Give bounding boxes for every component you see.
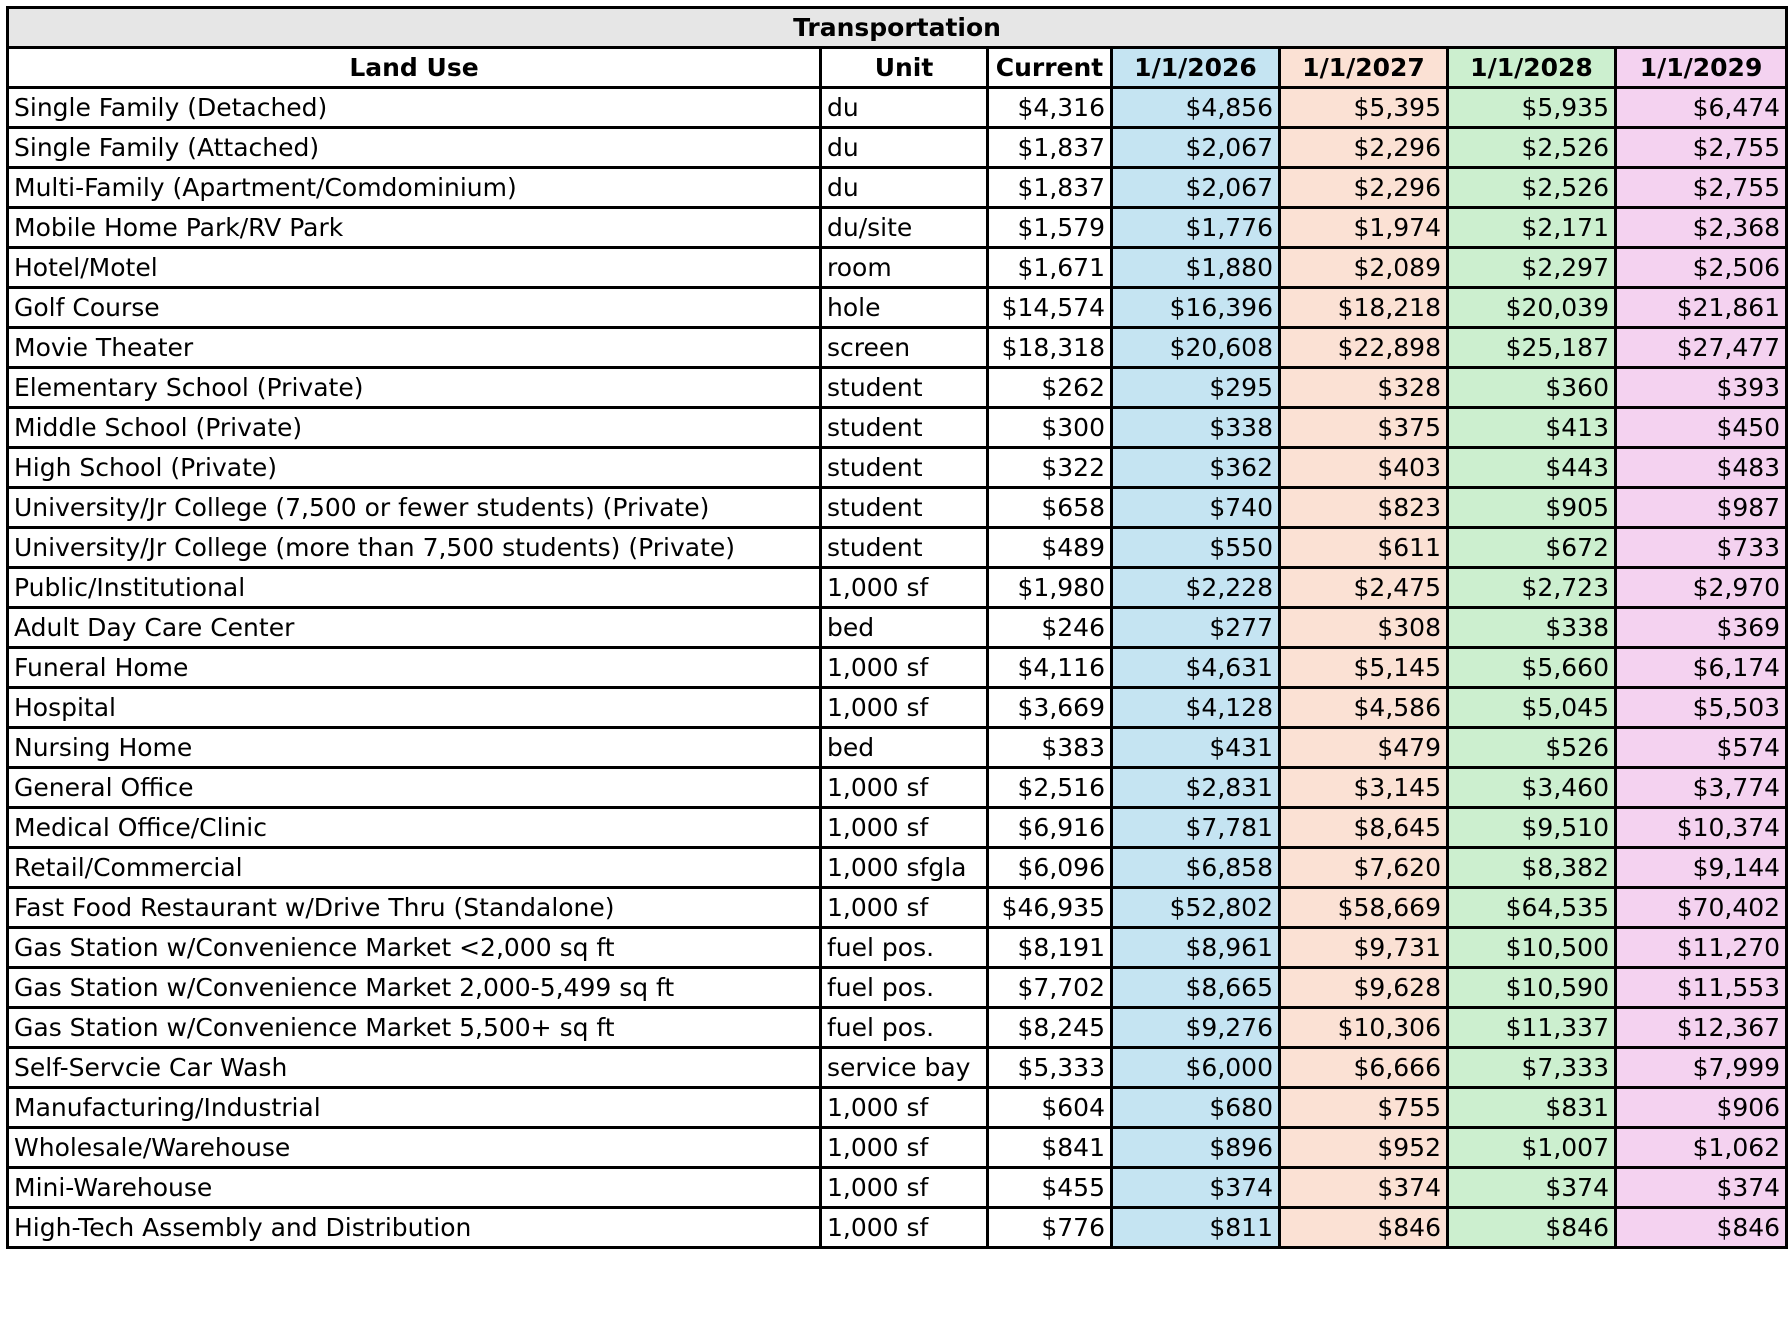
fee-2029-cell: $2,755 <box>1616 168 1787 208</box>
current-cell: $7,702 <box>988 968 1112 1008</box>
current-cell: $6,916 <box>988 808 1112 848</box>
fee-2026-cell: $9,276 <box>1112 1008 1280 1048</box>
fee-2028-cell: $9,510 <box>1448 808 1616 848</box>
fee-2029-cell: $21,861 <box>1616 288 1787 328</box>
fee-2028-cell: $374 <box>1448 1168 1616 1208</box>
fee-2028-cell: $10,500 <box>1448 928 1616 968</box>
land-use-cell: Hotel/Motel <box>8 248 821 288</box>
header-current: Current <box>988 48 1112 88</box>
fee-2029-cell: $11,270 <box>1616 928 1787 968</box>
land-use-cell: Single Family (Detached) <box>8 88 821 128</box>
fee-2029-cell: $7,999 <box>1616 1048 1787 1088</box>
fee-2027-cell: $2,089 <box>1280 248 1448 288</box>
unit-cell: 1,000 sf <box>821 888 988 928</box>
fee-2029-cell: $987 <box>1616 488 1787 528</box>
fee-2028-cell: $360 <box>1448 368 1616 408</box>
table-row <box>8 368 1787 408</box>
unit-cell: 1,000 sf <box>821 768 988 808</box>
table-row <box>8 688 1787 728</box>
table-row <box>8 128 1787 168</box>
fee-2027-cell: $58,669 <box>1280 888 1448 928</box>
land-use-cell: Hospital <box>8 688 821 728</box>
fee-2029-cell: $10,374 <box>1616 808 1787 848</box>
fee-2026-cell: $52,802 <box>1112 888 1280 928</box>
fee-2027-cell: $18,218 <box>1280 288 1448 328</box>
fee-2028-cell: $2,526 <box>1448 128 1616 168</box>
fee-2027-cell: $5,395 <box>1280 88 1448 128</box>
fee-2028-cell: $64,535 <box>1448 888 1616 928</box>
header-land-use: Land Use <box>8 48 821 88</box>
fee-2027-cell: $22,898 <box>1280 328 1448 368</box>
current-cell: $658 <box>988 488 1112 528</box>
land-use-cell: University/Jr College (7,500 or fewer students) (Private) <box>8 488 821 528</box>
unit-cell: 1,000 sf <box>821 688 988 728</box>
current-cell: $5,333 <box>988 1048 1112 1088</box>
current-cell: $4,116 <box>988 648 1112 688</box>
fee-2029-cell: $2,755 <box>1616 128 1787 168</box>
table-row <box>8 168 1787 208</box>
land-use-cell: Retail/Commercial <box>8 848 821 888</box>
fee-2026-cell: $277 <box>1112 608 1280 648</box>
fee-2026-cell: $431 <box>1112 728 1280 768</box>
current-cell: $776 <box>988 1208 1112 1248</box>
fee-2027-cell: $846 <box>1280 1208 1448 1248</box>
land-use-cell: Nursing Home <box>8 728 821 768</box>
fee-2027-cell: $5,145 <box>1280 648 1448 688</box>
current-cell: $489 <box>988 528 1112 568</box>
table-row <box>8 288 1787 328</box>
current-cell: $4,316 <box>988 88 1112 128</box>
land-use-cell: Manufacturing/Industrial <box>8 1088 821 1128</box>
fee-2026-cell: $8,961 <box>1112 928 1280 968</box>
fee-2029-cell: $393 <box>1616 368 1787 408</box>
table-row <box>8 968 1787 1008</box>
fee-2026-cell: $896 <box>1112 1128 1280 1168</box>
fee-2029-cell: $27,477 <box>1616 328 1787 368</box>
land-use-cell: Single Family (Attached) <box>8 128 821 168</box>
fee-2026-cell: $1,776 <box>1112 208 1280 248</box>
fee-2028-cell: $672 <box>1448 528 1616 568</box>
fee-2026-cell: $680 <box>1112 1088 1280 1128</box>
title-row <box>8 8 1787 48</box>
land-use-cell: Mobile Home Park/RV Park <box>8 208 821 248</box>
current-cell: $1,579 <box>988 208 1112 248</box>
land-use-cell: Gas Station w/Convenience Market 5,500+ sq ft <box>8 1008 821 1048</box>
table-row <box>8 648 1787 688</box>
unit-cell: du <box>821 168 988 208</box>
current-cell: $2,516 <box>988 768 1112 808</box>
table-row <box>8 808 1787 848</box>
fee-2026-cell: $295 <box>1112 368 1280 408</box>
fee-2029-cell: $733 <box>1616 528 1787 568</box>
fee-2027-cell: $952 <box>1280 1128 1448 1168</box>
fee-2028-cell: $2,171 <box>1448 208 1616 248</box>
fee-2027-cell: $611 <box>1280 528 1448 568</box>
fee-2027-cell: $403 <box>1280 448 1448 488</box>
fee-table <box>6 6 1788 1249</box>
fee-2026-cell: $338 <box>1112 408 1280 448</box>
current-cell: $841 <box>988 1128 1112 1168</box>
fee-2027-cell: $6,666 <box>1280 1048 1448 1088</box>
table-row <box>8 488 1787 528</box>
current-cell: $14,574 <box>988 288 1112 328</box>
fee-2029-cell: $483 <box>1616 448 1787 488</box>
unit-cell: 1,000 sf <box>821 1208 988 1248</box>
fee-2029-cell: $369 <box>1616 608 1787 648</box>
current-cell: $1,837 <box>988 128 1112 168</box>
header-2029: 1/1/2029 <box>1616 48 1787 88</box>
current-cell: $262 <box>988 368 1112 408</box>
fee-2026-cell: $740 <box>1112 488 1280 528</box>
header-2027: 1/1/2027 <box>1280 48 1448 88</box>
fee-2026-cell: $374 <box>1112 1168 1280 1208</box>
header-2028: 1/1/2028 <box>1448 48 1616 88</box>
fee-2028-cell: $905 <box>1448 488 1616 528</box>
table-row <box>8 928 1787 968</box>
table-row <box>8 408 1787 448</box>
fee-2027-cell: $2,296 <box>1280 168 1448 208</box>
fee-2029-cell: $374 <box>1616 1168 1787 1208</box>
unit-cell: student <box>821 368 988 408</box>
land-use-cell: Public/Institutional <box>8 568 821 608</box>
table-row <box>8 448 1787 488</box>
unit-cell: service bay <box>821 1048 988 1088</box>
fee-2026-cell: $2,228 <box>1112 568 1280 608</box>
land-use-cell: Self-Servcie Car Wash <box>8 1048 821 1088</box>
fee-2028-cell: $338 <box>1448 608 1616 648</box>
fee-2027-cell: $10,306 <box>1280 1008 1448 1048</box>
fee-2029-cell: $6,474 <box>1616 88 1787 128</box>
unit-cell: fuel pos. <box>821 968 988 1008</box>
fee-2028-cell: $846 <box>1448 1208 1616 1248</box>
land-use-cell: Multi-Family (Apartment/Comdominium) <box>8 168 821 208</box>
fee-2028-cell: $831 <box>1448 1088 1616 1128</box>
current-cell: $3,669 <box>988 688 1112 728</box>
unit-cell: student <box>821 408 988 448</box>
fee-2027-cell: $2,296 <box>1280 128 1448 168</box>
current-cell: $300 <box>988 408 1112 448</box>
land-use-cell: Movie Theater <box>8 328 821 368</box>
fee-2028-cell: $2,297 <box>1448 248 1616 288</box>
fee-2028-cell: $8,382 <box>1448 848 1616 888</box>
fee-2028-cell: $3,460 <box>1448 768 1616 808</box>
fee-2026-cell: $20,608 <box>1112 328 1280 368</box>
fee-2028-cell: $413 <box>1448 408 1616 448</box>
land-use-cell: Middle School (Private) <box>8 408 821 448</box>
table-row <box>8 888 1787 928</box>
land-use-cell: Golf Course <box>8 288 821 328</box>
fee-2028-cell: $1,007 <box>1448 1128 1616 1168</box>
fee-2028-cell: $20,039 <box>1448 288 1616 328</box>
land-use-cell: Gas Station w/Convenience Market 2,000-5,499 sq ft <box>8 968 821 1008</box>
table-row <box>8 208 1787 248</box>
fee-2027-cell: $9,731 <box>1280 928 1448 968</box>
fee-2026-cell: $550 <box>1112 528 1280 568</box>
land-use-cell: Wholesale/Warehouse <box>8 1128 821 1168</box>
fee-2026-cell: $6,858 <box>1112 848 1280 888</box>
table-row <box>8 1048 1787 1088</box>
fee-2027-cell: $1,974 <box>1280 208 1448 248</box>
fee-2027-cell: $308 <box>1280 608 1448 648</box>
fee-2026-cell: $811 <box>1112 1208 1280 1248</box>
current-cell: $604 <box>988 1088 1112 1128</box>
fee-2027-cell: $823 <box>1280 488 1448 528</box>
header-unit: Unit <box>821 48 988 88</box>
land-use-cell: Mini-Warehouse <box>8 1168 821 1208</box>
table-row <box>8 1168 1787 1208</box>
land-use-cell: Adult Day Care Center <box>8 608 821 648</box>
current-cell: $8,191 <box>988 928 1112 968</box>
land-use-cell: High-Tech Assembly and Distribution <box>8 1208 821 1248</box>
land-use-cell: Medical Office/Clinic <box>8 808 821 848</box>
fee-2027-cell: $2,475 <box>1280 568 1448 608</box>
unit-cell: room <box>821 248 988 288</box>
fee-2027-cell: $374 <box>1280 1168 1448 1208</box>
unit-cell: student <box>821 448 988 488</box>
current-cell: $8,245 <box>988 1008 1112 1048</box>
fee-2026-cell: $6,000 <box>1112 1048 1280 1088</box>
current-cell: $322 <box>988 448 1112 488</box>
table-row <box>8 248 1787 288</box>
fee-2029-cell: $6,174 <box>1616 648 1787 688</box>
fee-2028-cell: $526 <box>1448 728 1616 768</box>
unit-cell: 1,000 sfgla <box>821 848 988 888</box>
land-use-cell: Elementary School (Private) <box>8 368 821 408</box>
header-2026: 1/1/2026 <box>1112 48 1280 88</box>
fee-2026-cell: $4,631 <box>1112 648 1280 688</box>
table-row <box>8 1008 1787 1048</box>
current-cell: $46,935 <box>988 888 1112 928</box>
fee-2026-cell: $2,067 <box>1112 168 1280 208</box>
land-use-cell: Gas Station w/Convenience Market <2,000 sq ft <box>8 928 821 968</box>
fee-2026-cell: $4,856 <box>1112 88 1280 128</box>
fee-2026-cell: $362 <box>1112 448 1280 488</box>
fee-2026-cell: $2,067 <box>1112 128 1280 168</box>
unit-cell: fuel pos. <box>821 1008 988 1048</box>
unit-cell: du <box>821 88 988 128</box>
unit-cell: student <box>821 488 988 528</box>
land-use-cell: Funeral Home <box>8 648 821 688</box>
land-use-cell: General Office <box>8 768 821 808</box>
unit-cell: bed <box>821 728 988 768</box>
current-cell: $1,671 <box>988 248 1112 288</box>
fee-2029-cell: $2,506 <box>1616 248 1787 288</box>
current-cell: $1,837 <box>988 168 1112 208</box>
table-row <box>8 528 1787 568</box>
unit-cell: bed <box>821 608 988 648</box>
current-cell: $455 <box>988 1168 1112 1208</box>
header-row <box>8 48 1787 88</box>
current-cell: $246 <box>988 608 1112 648</box>
fee-2029-cell: $906 <box>1616 1088 1787 1128</box>
unit-cell: 1,000 sf <box>821 1088 988 1128</box>
fee-2027-cell: $9,628 <box>1280 968 1448 1008</box>
table-row <box>8 88 1787 128</box>
table-row <box>8 608 1787 648</box>
fee-2029-cell: $12,367 <box>1616 1008 1787 1048</box>
unit-cell: du <box>821 128 988 168</box>
fee-2029-cell: $574 <box>1616 728 1787 768</box>
fee-2027-cell: $755 <box>1280 1088 1448 1128</box>
fee-2028-cell: $25,187 <box>1448 328 1616 368</box>
fee-2029-cell: $2,368 <box>1616 208 1787 248</box>
table-row <box>8 328 1787 368</box>
land-use-cell: High School (Private) <box>8 448 821 488</box>
table-row <box>8 568 1787 608</box>
unit-cell: 1,000 sf <box>821 1168 988 1208</box>
fee-2029-cell: $1,062 <box>1616 1128 1787 1168</box>
fee-2029-cell: $2,970 <box>1616 568 1787 608</box>
table-row <box>8 1128 1787 1168</box>
land-use-cell: University/Jr College (more than 7,500 students) (Private) <box>8 528 821 568</box>
table-row <box>8 1088 1787 1128</box>
fee-2026-cell: $1,880 <box>1112 248 1280 288</box>
table-row <box>8 768 1787 808</box>
fee-2027-cell: $328 <box>1280 368 1448 408</box>
fee-2026-cell: $16,396 <box>1112 288 1280 328</box>
fee-2029-cell: $5,503 <box>1616 688 1787 728</box>
fee-2029-cell: $70,402 <box>1616 888 1787 928</box>
unit-cell: 1,000 sf <box>821 568 988 608</box>
unit-cell: 1,000 sf <box>821 808 988 848</box>
table-title: Transportation <box>8 8 1787 48</box>
current-cell: $18,318 <box>988 328 1112 368</box>
unit-cell: 1,000 sf <box>821 1128 988 1168</box>
unit-cell: hole <box>821 288 988 328</box>
unit-cell: 1,000 sf <box>821 648 988 688</box>
fee-2029-cell: $11,553 <box>1616 968 1787 1008</box>
unit-cell: fuel pos. <box>821 928 988 968</box>
fee-2029-cell: $9,144 <box>1616 848 1787 888</box>
table-row <box>8 1208 1787 1248</box>
land-use-cell: Fast Food Restaurant w/Drive Thru (Standalone) <box>8 888 821 928</box>
fee-2026-cell: $2,831 <box>1112 768 1280 808</box>
fee-2028-cell: $2,723 <box>1448 568 1616 608</box>
unit-cell: screen <box>821 328 988 368</box>
unit-cell: du/site <box>821 208 988 248</box>
unit-cell: student <box>821 528 988 568</box>
fee-2028-cell: $5,935 <box>1448 88 1616 128</box>
fee-2027-cell: $479 <box>1280 728 1448 768</box>
fee-2028-cell: $5,045 <box>1448 688 1616 728</box>
fee-2028-cell: $10,590 <box>1448 968 1616 1008</box>
fee-2028-cell: $11,337 <box>1448 1008 1616 1048</box>
current-cell: $6,096 <box>988 848 1112 888</box>
table-row <box>8 728 1787 768</box>
fee-2029-cell: $3,774 <box>1616 768 1787 808</box>
fee-2027-cell: $8,645 <box>1280 808 1448 848</box>
fee-2026-cell: $8,665 <box>1112 968 1280 1008</box>
fee-2026-cell: $4,128 <box>1112 688 1280 728</box>
table-row <box>8 848 1787 888</box>
fee-2028-cell: $7,333 <box>1448 1048 1616 1088</box>
fee-2027-cell: $375 <box>1280 408 1448 448</box>
fee-2028-cell: $5,660 <box>1448 648 1616 688</box>
fee-2028-cell: $2,526 <box>1448 168 1616 208</box>
fee-2027-cell: $7,620 <box>1280 848 1448 888</box>
fee-2026-cell: $7,781 <box>1112 808 1280 848</box>
fee-2027-cell: $3,145 <box>1280 768 1448 808</box>
current-cell: $1,980 <box>988 568 1112 608</box>
fee-2029-cell: $846 <box>1616 1208 1787 1248</box>
current-cell: $383 <box>988 728 1112 768</box>
fee-2028-cell: $443 <box>1448 448 1616 488</box>
fee-2027-cell: $4,586 <box>1280 688 1448 728</box>
fee-2029-cell: $450 <box>1616 408 1787 448</box>
